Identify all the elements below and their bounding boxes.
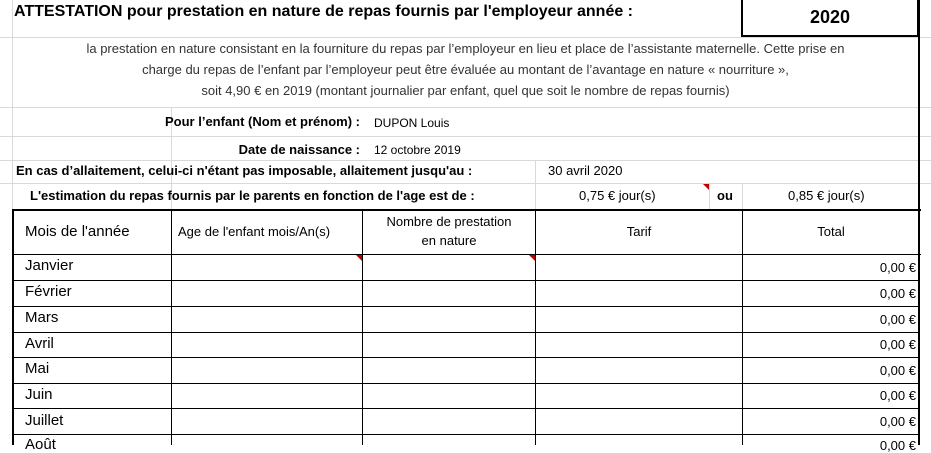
description-line-1: la prestation en nature consistant en la fourniture du repas par l’employeur en lieu et place de l’assistante maternelle. Cette prise en <box>86 41 845 56</box>
total-cell: 0,00 € <box>879 260 916 275</box>
child-name-label: Pour l’enfant (Nom et prénom) : <box>165 114 360 129</box>
month-cell: Février <box>25 283 72 300</box>
table-row-divider <box>12 408 919 409</box>
gridline <box>0 136 931 137</box>
column-header-count <box>363 212 535 250</box>
month-cell: Mars <box>25 309 59 326</box>
description-line-2: charge du repas de l’enfant par l’employeur peut être évaluée au montant de l’avantage en nature « nourriture », <box>142 62 789 77</box>
total-cell: 0,00 € <box>879 388 916 403</box>
table-top-border <box>12 209 921 211</box>
total-cell: 0,00 € <box>879 438 916 453</box>
month-cell: Avril <box>25 335 54 352</box>
table-row-divider <box>12 280 919 281</box>
column-header-total: Total <box>817 224 845 239</box>
total-cell: 0,00 € <box>879 337 916 352</box>
or-label: ou <box>717 188 733 203</box>
gridline <box>535 160 536 210</box>
comment-marker <box>529 255 535 261</box>
year-value: 2020 <box>809 7 851 27</box>
column-header-age: Age de l'enfant mois/An(s) <box>178 224 331 239</box>
month-cell: Août <box>25 436 56 453</box>
table-right-border <box>918 0 920 445</box>
year-cell[interactable] <box>741 0 919 37</box>
nursing-value[interactable]: 30 avril 2020 <box>548 163 623 178</box>
table-header-bottom-border <box>12 254 921 255</box>
total-cell: 0,00 € <box>879 363 916 378</box>
gridline <box>709 183 710 210</box>
estimate-label: L'estimation du repas fournis par le parents en fonction de l'age est de : <box>30 188 475 203</box>
table-row-divider <box>12 332 919 333</box>
table-left-border <box>12 209 14 445</box>
total-cell: 0,00 € <box>879 312 916 327</box>
gridline <box>12 0 13 210</box>
child-name-value[interactable]: DUPON Louis <box>374 116 450 130</box>
birth-date-value[interactable]: 12 octobre 2019 <box>374 143 461 157</box>
month-cell: Janvier <box>25 257 74 274</box>
month-cell: Juillet <box>25 412 64 429</box>
total-cell: 0,00 € <box>879 414 916 429</box>
description-paragraph <box>0 38 931 101</box>
table-row-divider <box>12 434 919 435</box>
estimate-value-1[interactable]: 0,75 € jour(s) <box>579 188 656 203</box>
total-cell: 0,00 € <box>879 286 916 301</box>
column-header-rate: Tarif <box>626 224 652 239</box>
table-column-divider <box>535 209 536 445</box>
column-header-month: Mois de l'année <box>25 223 130 240</box>
gridline <box>742 183 743 210</box>
column-header-count-line-1: Nombre de prestation <box>386 214 512 229</box>
gridline <box>0 107 931 108</box>
comment-marker <box>703 184 709 190</box>
month-cell: Juin <box>25 386 53 403</box>
document-title: ATTESTATION pour prestation en nature de repas fournis par l'employeur année : <box>14 3 634 20</box>
table-column-divider <box>742 209 743 445</box>
table-row-divider <box>12 306 919 307</box>
table-column-divider <box>171 209 172 445</box>
estimate-value-2[interactable]: 0,85 € jour(s) <box>788 188 865 203</box>
table-row-divider <box>12 357 919 358</box>
comment-marker <box>356 255 362 261</box>
birth-date-label: Date de naissance : <box>238 142 360 157</box>
column-header-count-line-2: en nature <box>421 233 477 248</box>
month-cell: Mai <box>25 360 50 377</box>
table-row-divider <box>12 383 919 384</box>
description-line-3: soit 4,90 € en 2019 (montant journalier par enfant, quel que soit le nombre de repas fournis) <box>201 83 730 98</box>
gridline <box>0 160 931 161</box>
nursing-label: En cas d’allaitement, celui-ci n'étant pas imposable, allaitement jusqu'au : <box>16 163 473 178</box>
gridline <box>0 183 931 184</box>
